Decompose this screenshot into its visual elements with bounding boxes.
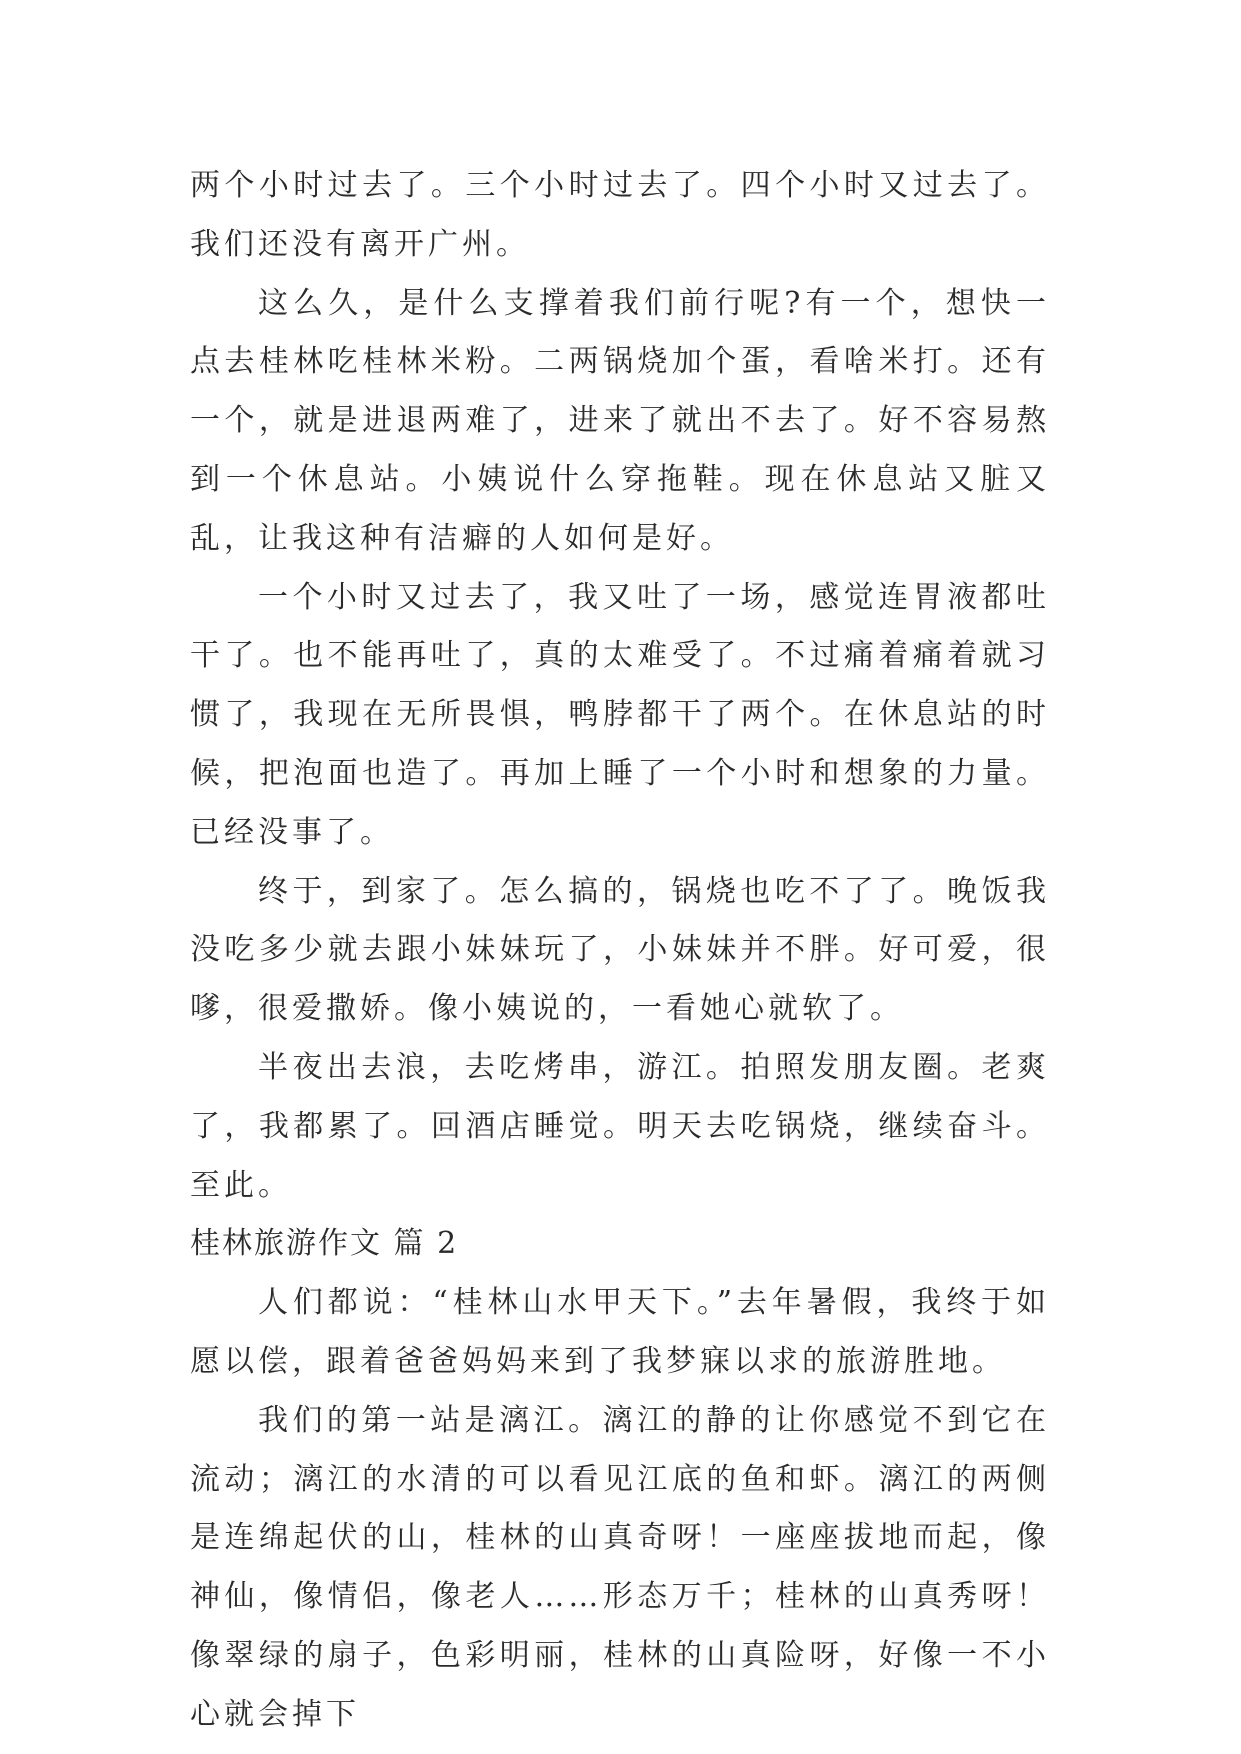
paragraph: 两个小时过去了。三个小时过去了。四个小时又过去了。我们还没有离开广州。	[190, 168, 1050, 262]
paragraph: 终于，到家了。怎么搞的，锅烧也吃不了了。晚饭我没吃多少就去跟小妹妹玩了，小妹妹并不胖。好可爱，很嗲，很爱撒娇。像小姨说的，一看她心就软了。	[190, 873, 1050, 1027]
paragraph: 我们的第一站是漓江。漓江的静的让你感觉不到它在流动；漓江的水清的可以看见江底的鱼和虾。漓江的两侧是连绵起伏的山，桂林的山真奇呀！一座座拔地而起，像神仙，像情侣，像老人……形态万千；桂林的山真秀呀！像翠绿的扇子，色彩明丽，桂林的山真险呀，好像一不小心就会掉下	[190, 1402, 1050, 1732]
document-body	[190, 157, 1050, 1745]
paragraph: 这么久，是什么支撑着我们前行呢?有一个，想快一点去桂林吃桂林米粉。二两锅烧加个蛋，看啥米打。还有一个，就是进退两难了，进来了就出不去了。好不容易熬到一个休息站。小姨说什么穿拖鞋。现在休息站又脏又乱，让我这种有洁癖的人如何是好。	[190, 285, 1050, 556]
paragraph: 一个小时又过去了，我又吐了一场，感觉连胃液都吐干了。也不能再吐了，真的太难受了。不过痛着痛着就习惯了，我现在无所畏惧，鸭脖都干了两个。在休息站的时候，把泡面也造了。再加上睡了一个小时和想象的力量。已经没事了。	[190, 579, 1050, 850]
paragraph: 人们都说：“桂林山水甲天下。”去年暑假，我终于如愿以偿，跟着爸爸妈妈来到了我梦寐以求的旅游胜地。	[190, 1285, 1050, 1379]
section-heading: 桂林旅游作文 篇 2	[190, 1226, 459, 1262]
paragraph: 半夜出去浪，去吃烤串，游江。拍照发朋友圈。老爽了，我都累了。回酒店睡觉。明天去吃锅烧，继续奋斗。至此。	[190, 1049, 1050, 1203]
